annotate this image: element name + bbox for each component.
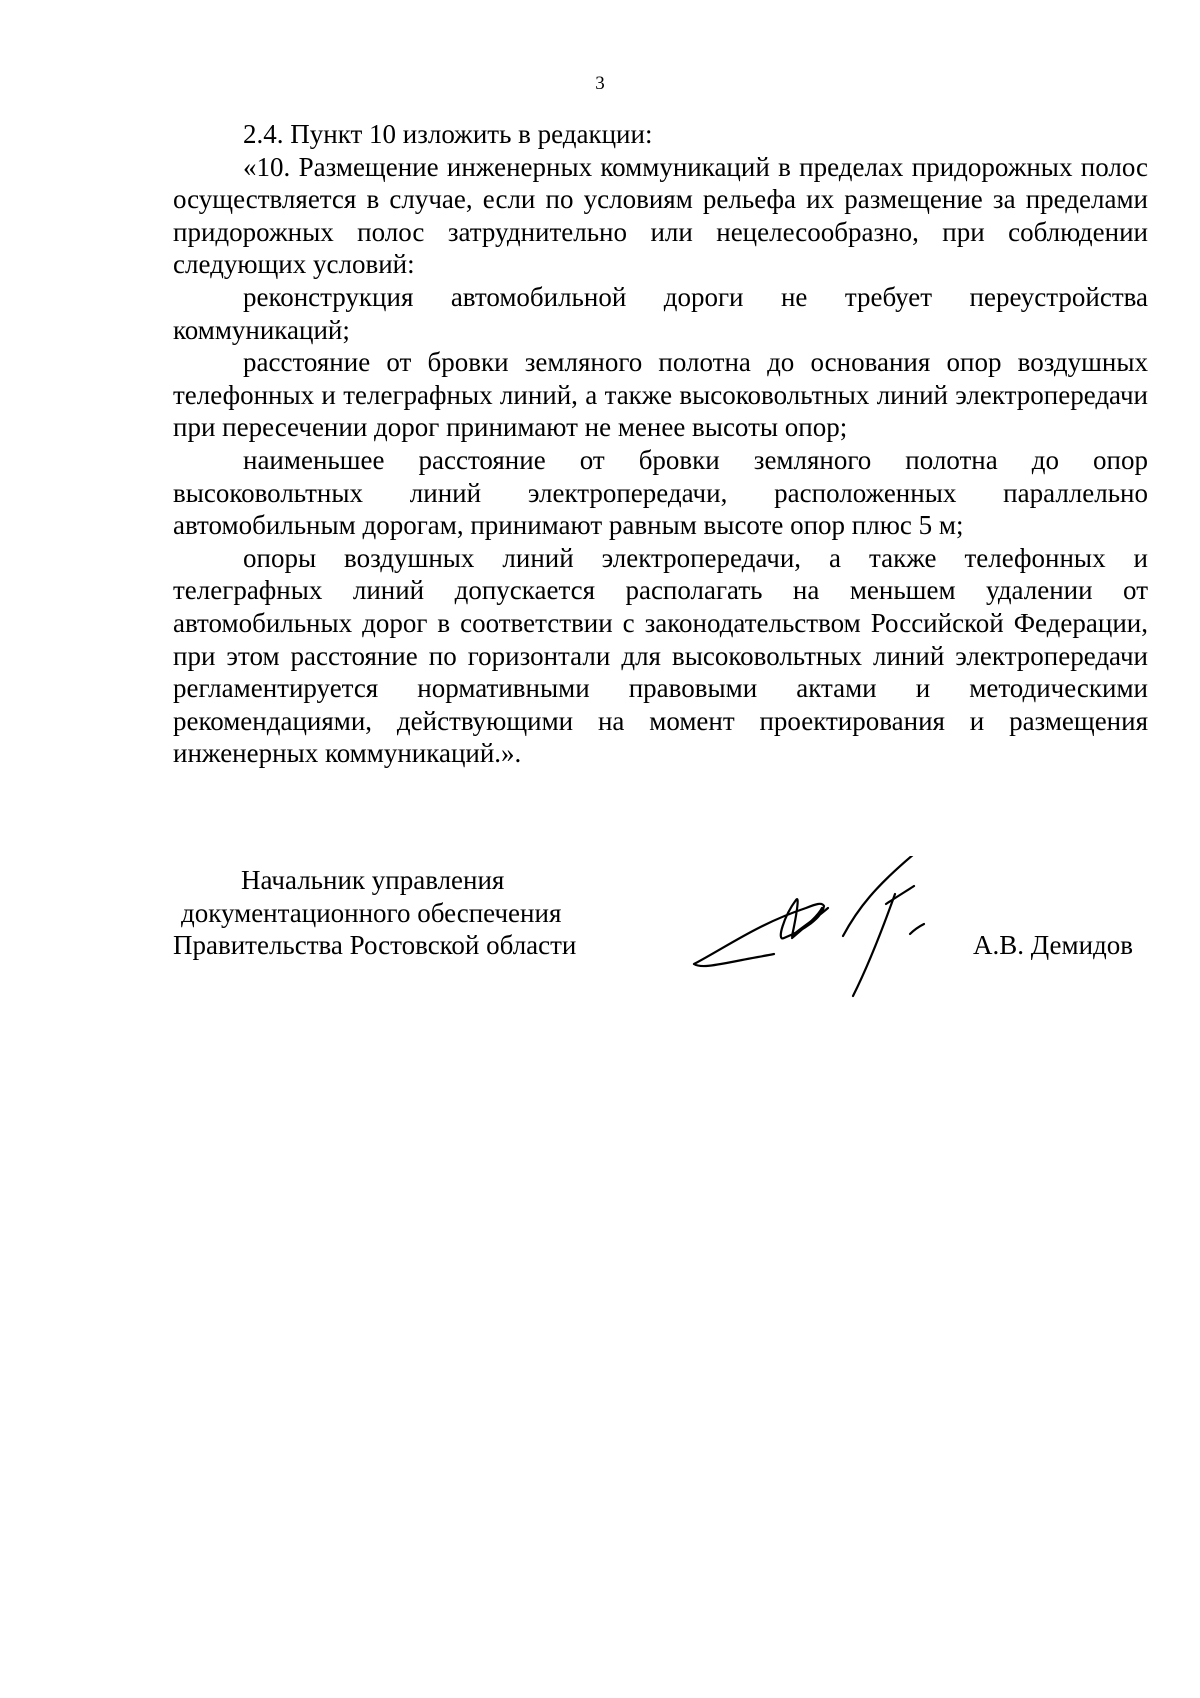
paragraph-2-4: 2.4. Пункт 10 изложить в редакции:	[243, 119, 653, 149]
document-body	[173, 118, 1148, 770]
signatory-position	[173, 864, 613, 962]
paragraph-condition-supports: опоры воздушных линий электропередачи, а также телефонных и телеграфных линий допускается располагать на меньшем удалении от автомобильных дорог в соответствии с законодательством Российской Федерации, при этом расстояние по горизонтали для высоковольтных линий электропередачи регламентируется нормативными правовыми актами и методическими рекомендациями, действующими на момент проектирования и размещения инженерных коммуникаций.».	[173, 542, 1148, 769]
paragraph-condition-distance-parallel: наименьшее расстояние от бровки земляного полотна до опор высоковольтных линий электропередачи, расположенных параллельно автомобильным дорогам, принимают равным высоте опор плюс 5 м;	[173, 444, 1148, 541]
signer-name: А.В. Демидов	[973, 930, 1134, 960]
position-line: документационного обеспечения	[181, 897, 562, 928]
page-number: 3	[595, 73, 605, 94]
position-line: Начальник управления	[241, 865, 505, 895]
handwritten-signature	[688, 856, 948, 1016]
position-line: Правительства Ростовской области	[173, 930, 577, 961]
paragraph-item-10: «10. Размещение инженерных коммуникаций в пределах придорожных полос осуществляется в случае, если по условиям рельефа их размещение за пределами придорожных полос затруднительно или нецелесообразно, при соблюдении следующих условий:	[173, 151, 1148, 280]
paragraph-condition-reconstruction: реконструкция автомобильной дороги не требует переустройства коммуникаций;	[173, 281, 1148, 345]
paragraph-condition-distance-crossing: расстояние от бровки земляного полотна до основания опор воздушных телефонных и телеграфных линий, а также высоковольтных линий электропередачи при пересечении дорог принимают не менее высоты опор;	[173, 347, 1148, 443]
